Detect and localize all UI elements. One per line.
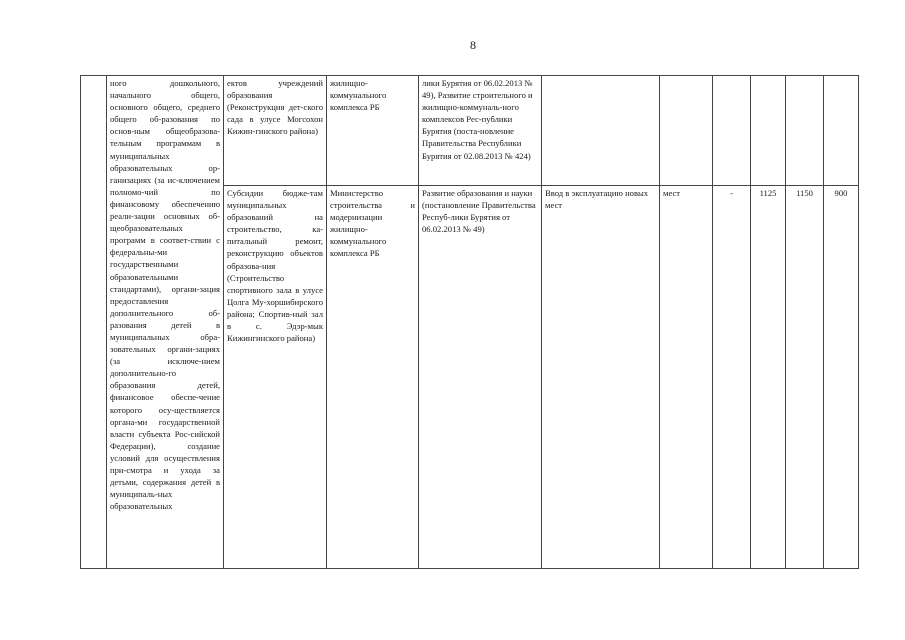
value-3-cell: [824, 76, 859, 186]
value-3-cell: 900: [824, 186, 859, 569]
unit-cell: мест: [660, 186, 713, 569]
page-number: 8: [470, 38, 476, 52]
activity-cell: Субсидии бюдже-там муниципальных образований на строительство, ка-питальный ремонт, реконструкцию объектов образова-ния (Строительство спортивного зала в улусе Цолга Му-хоршибирского района; Спортив-ный зал в с. Эдэр-мык Кижингинского района): [224, 186, 327, 569]
base-value-cell: [713, 76, 751, 186]
program-cell: ного дошкольного, начального общего, основного общего, среднего общего об-разования по основ-ным общеобразова-тельным программам в муниципальных образовательных ор-ганизациях (за ис-ключением полномо-чий по финансовому обеспечению реали-зации основных об-щеобразовательных программ в соответ-ствии с федеральны-ми государственными образовательными стандартами), органи-зация предоставления дополнительного об-разования детей в муниципальных обра-зовательных органи-зациях (за исключе-нием дополнительно-го образования детей, финансовое обеспе-чение которого осу-ществляется органа-ми государственной власти субъекта Рос-сийской Федерации), создание условий для осуществления при-смотра и ухода за детьми, содержания детей в муниципаль-ных образовательных: [107, 76, 224, 569]
value-2-cell: [786, 76, 824, 186]
value-2-cell: 1150: [786, 186, 824, 569]
activity-cell: ектов учреждений образования (Реконструкция дет-ского сада в улусе Могсохон Кижин-гинского района): [224, 76, 327, 186]
document-table: [80, 75, 859, 569]
basis-cell: лики Бурятия от 06.02.2013 № 49), Развитие строительного и жилищно-коммуналь-ного комплексов Рес-публики Бурятия (поста-новление Правительства Республики Бурятия от 02.08.2013 № 424): [419, 76, 542, 186]
value-1-cell: [751, 76, 786, 186]
executor-cell: Министерство строительства и модернизации жилищно-коммунального комплекса РБ: [327, 186, 419, 569]
base-value-cell: -: [713, 186, 751, 569]
indicator-cell: [542, 76, 660, 186]
row-number-cell: [81, 76, 107, 569]
value-1-cell: 1125: [751, 186, 786, 569]
basis-cell: Развитие образования и науки (постановление Правительства Респуб-лики Бурятия от 06.02.2013 № 49): [419, 186, 542, 569]
executor-cell: жилищно-коммунального комплекса РБ: [327, 76, 419, 186]
indicator-cell: Ввод в эксплуатацию новых мест: [542, 186, 660, 569]
unit-cell: [660, 76, 713, 186]
table-row: [81, 76, 859, 186]
